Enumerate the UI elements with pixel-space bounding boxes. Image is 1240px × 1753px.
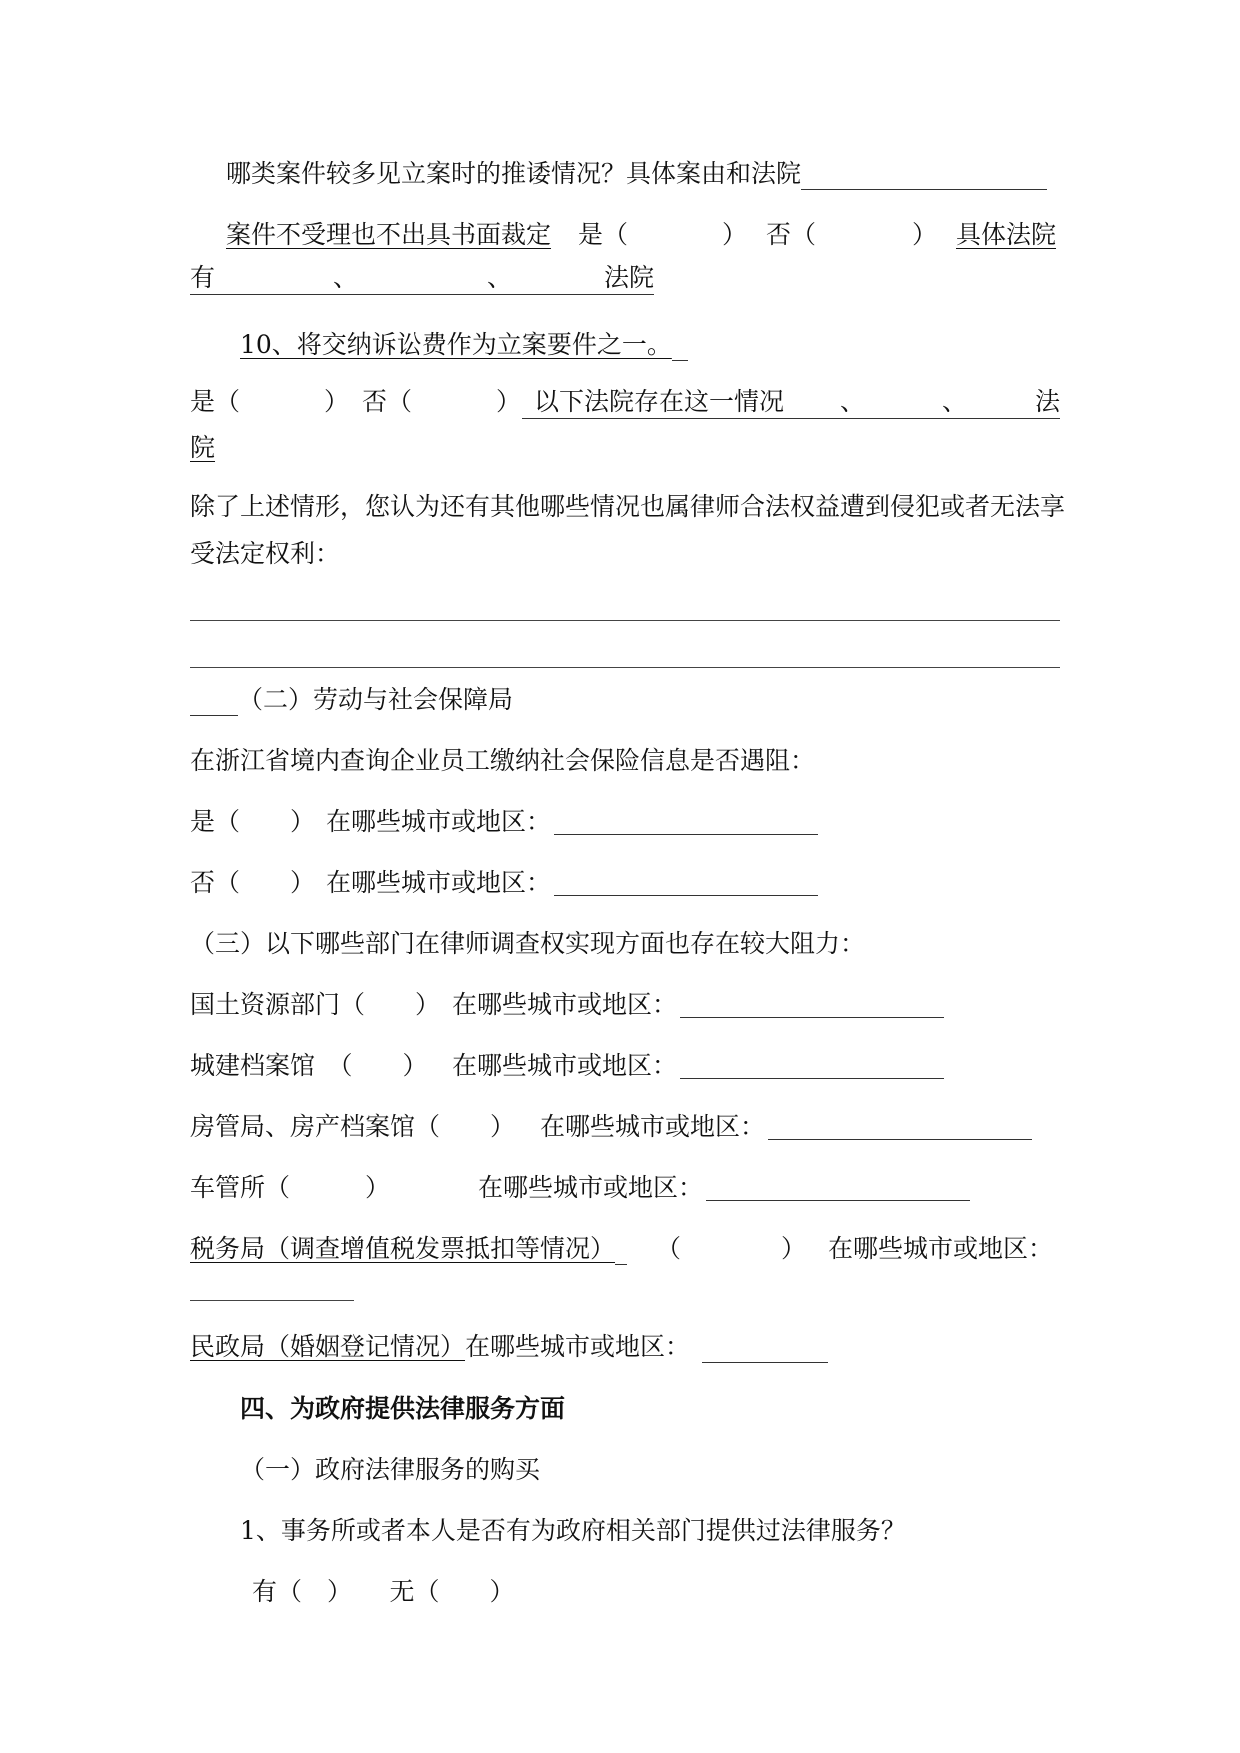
dept-vehicle-where-field[interactable]: [706, 1174, 970, 1201]
dept-land-option: 国土资源部门（ ）: [190, 990, 441, 1019]
court-sep-1: 、: [333, 263, 359, 292]
social-security-yes: [190, 806, 1060, 838]
fee-fa: 法: [1035, 387, 1061, 416]
no-option: 否（: [766, 220, 817, 249]
other-situations-text-2: 受法定权利：: [190, 539, 341, 568]
fee-yes-close: ）: [324, 387, 350, 416]
fee-sep-2: 、: [942, 387, 968, 416]
section-3-heading: [190, 928, 1060, 960]
dept-civil-label: 民政局（婚姻登记情况）: [190, 1332, 466, 1361]
yes-option-close: ）: [722, 220, 748, 249]
dept-tax-where-field[interactable]: [190, 1300, 354, 1301]
dept-vehicle-option: 车管所（ ）: [190, 1173, 391, 1202]
dept-tax-label: 税务局（调查增值税发票抵扣等情况）: [190, 1234, 616, 1263]
dept-housing-where-field[interactable]: [768, 1113, 1032, 1140]
court-sep-2: 、: [487, 263, 513, 292]
section-4-heading: [240, 1393, 1110, 1425]
dept-land-where-label: 在哪些城市或地区：: [452, 990, 678, 1019]
section-2-blank[interactable]: [190, 687, 238, 716]
fee-yuan-line: [190, 432, 1060, 464]
section-3-title: （三）以下哪些部门在律师调查权实现方面也存在较大阻力：: [190, 929, 866, 958]
dept-tax-option: （ ）: [656, 1234, 807, 1263]
dept-tax-tail: [615, 1238, 627, 1265]
section-2-title: （二）劳动与社会保障局: [238, 685, 514, 714]
section-2-heading: [190, 684, 1060, 716]
fee-courts-label: 以下法院存在这一情况: [534, 387, 785, 416]
no-option-close: ）: [912, 220, 938, 249]
legal-service-question: [240, 1515, 1110, 1547]
section-4-subtitle: （一）政府法律服务的购买: [240, 1455, 541, 1484]
dept-vehicle-where-label: 在哪些城市或地区：: [478, 1173, 704, 1202]
item-10-tail: [672, 334, 688, 361]
ss-yes-where-field[interactable]: [554, 808, 818, 835]
social-security-question: [190, 745, 1060, 777]
court-list-blank[interactable]: [190, 262, 654, 295]
case-type-text: 哪类案件较多见立案时的推诿情况？具体案由和法院: [226, 159, 802, 188]
answer-line-2[interactable]: [190, 667, 1060, 668]
fee-no-close: ）: [496, 387, 522, 416]
other-situations-line-2: [190, 538, 1060, 570]
case-type-blank[interactable]: [801, 163, 1047, 190]
no-ruling-line: [226, 219, 1060, 251]
dept-civil-where-label: 在哪些城市或地区：: [465, 1332, 691, 1361]
fee-yuan: 院: [190, 433, 216, 462]
legal-service-question-text: 1、事务所或者本人是否有为政府相关部门提供过法律服务？: [240, 1516, 906, 1545]
legal-service-answer: [252, 1576, 1122, 1608]
court-list-prefix: 有: [190, 263, 216, 292]
section-4-title: 四、为政府提供法律服务方面: [240, 1394, 566, 1423]
dept-civil-where-field[interactable]: [702, 1336, 828, 1363]
social-security-question-text: 在浙江省境内查询企业员工缴纳社会保险信息是否遇阻：: [190, 746, 816, 775]
dept-housing-where-label: 在哪些城市或地区：: [540, 1112, 766, 1141]
dept-urban-archive: [190, 1050, 1060, 1082]
dept-land-where-field[interactable]: [680, 991, 944, 1018]
legal-service-options: 有（ ） 无（ ）: [252, 1577, 515, 1606]
fee-no-option: 否（: [362, 387, 413, 416]
ss-no-where-label: 在哪些城市或地区：: [326, 868, 552, 897]
dept-tax-where-label: 在哪些城市或地区：: [828, 1234, 1054, 1263]
other-situations-text-1: 除了上述情形，您认为还有其他哪些情况也属律师合法权益遭到侵犯或者无法享: [190, 492, 1066, 521]
yes-option: 是（: [578, 220, 629, 249]
dept-land-resources: [190, 989, 1060, 1021]
dept-civil-affairs: [190, 1331, 1060, 1363]
fee-sep-1: 、: [840, 387, 866, 416]
item-10-text: 10、将交纳诉讼费作为立案要件之一。: [240, 330, 672, 359]
dept-housing-option: 房管局、房产档案馆（ ）: [190, 1112, 516, 1141]
item-10-heading: [240, 329, 1110, 361]
ss-no-where-field[interactable]: [554, 869, 818, 896]
ss-no-option: 否（ ）: [190, 868, 316, 897]
answer-line-1[interactable]: [190, 620, 1060, 621]
dept-tax: [190, 1233, 1060, 1265]
court-suffix: 法院: [604, 263, 655, 292]
question-case-type: [226, 158, 1096, 190]
ss-yes-option: 是（ ）: [190, 807, 316, 836]
no-ruling-text: 案件不受理也不出具书面裁定: [226, 220, 552, 249]
ss-yes-where-label: 在哪些城市或地区：: [326, 807, 552, 836]
dept-urban-option: 城建档案馆 （ ）: [190, 1051, 428, 1080]
specific-court-label: 具体法院: [956, 220, 1057, 249]
fee-yes-option: 是（: [190, 387, 241, 416]
dept-urban-where-label: 在哪些城市或地区：: [452, 1051, 678, 1080]
dept-housing: [190, 1111, 1060, 1143]
dept-vehicle: [190, 1172, 1060, 1204]
other-situations-line-1: [190, 491, 1066, 523]
section-4-subheading: [240, 1454, 1110, 1486]
social-security-no: [190, 867, 1060, 899]
dept-urban-where-field[interactable]: [680, 1052, 944, 1079]
